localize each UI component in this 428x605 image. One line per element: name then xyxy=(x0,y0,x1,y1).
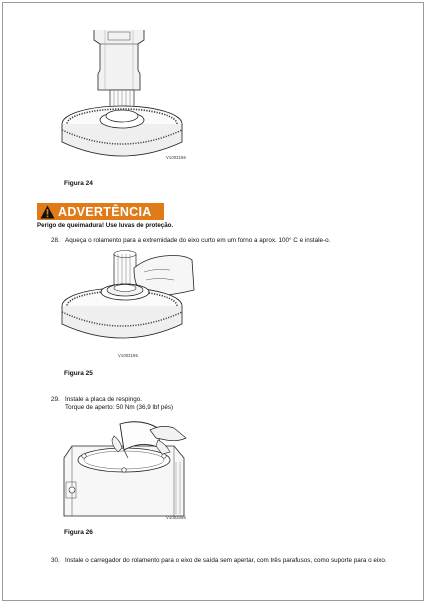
warning-label: ADVERTÊNCIA xyxy=(58,204,152,219)
step-29-number: 29. xyxy=(51,396,60,403)
figure-24-code: V1003196 xyxy=(166,155,186,160)
warning-triangle-icon xyxy=(40,205,55,219)
figure-26-caption: Figura 26 xyxy=(64,529,93,536)
figure-25-illustration xyxy=(60,250,200,360)
step-28 xyxy=(51,237,411,245)
step-28-number: 28. xyxy=(51,237,60,244)
step-28-text: Aqueça o rolamento para a extremidade do eixo curto em um forno a aprox. 100° C e instale-o. xyxy=(65,237,331,244)
figure-26-illustration xyxy=(62,418,192,518)
step-29-text: Instale a placa de respingo. xyxy=(65,396,143,403)
figure-26-code: V1003056 xyxy=(166,515,186,520)
figure-24-caption: Figura 24 xyxy=(64,180,93,187)
warning-badge xyxy=(37,203,164,220)
step-29-torque: Torque de aperto: 50 Nm (36,9 lbf pés) xyxy=(65,404,174,411)
figure-25-caption: Figura 25 xyxy=(64,370,93,377)
warning-text: Perigo de queimadura! Use luvas de proteção. xyxy=(37,222,174,229)
step-30-text: Instale o carregador do rolamento para o eixo de saída sem apertar, com três parafusos, como suporte para o eixo. xyxy=(65,557,387,564)
step-29 xyxy=(51,396,391,412)
figure-24-illustration xyxy=(60,30,190,170)
step-30 xyxy=(51,557,416,565)
step-30-number: 30. xyxy=(51,557,60,564)
figure-25-code: V1003195 xyxy=(118,353,138,358)
